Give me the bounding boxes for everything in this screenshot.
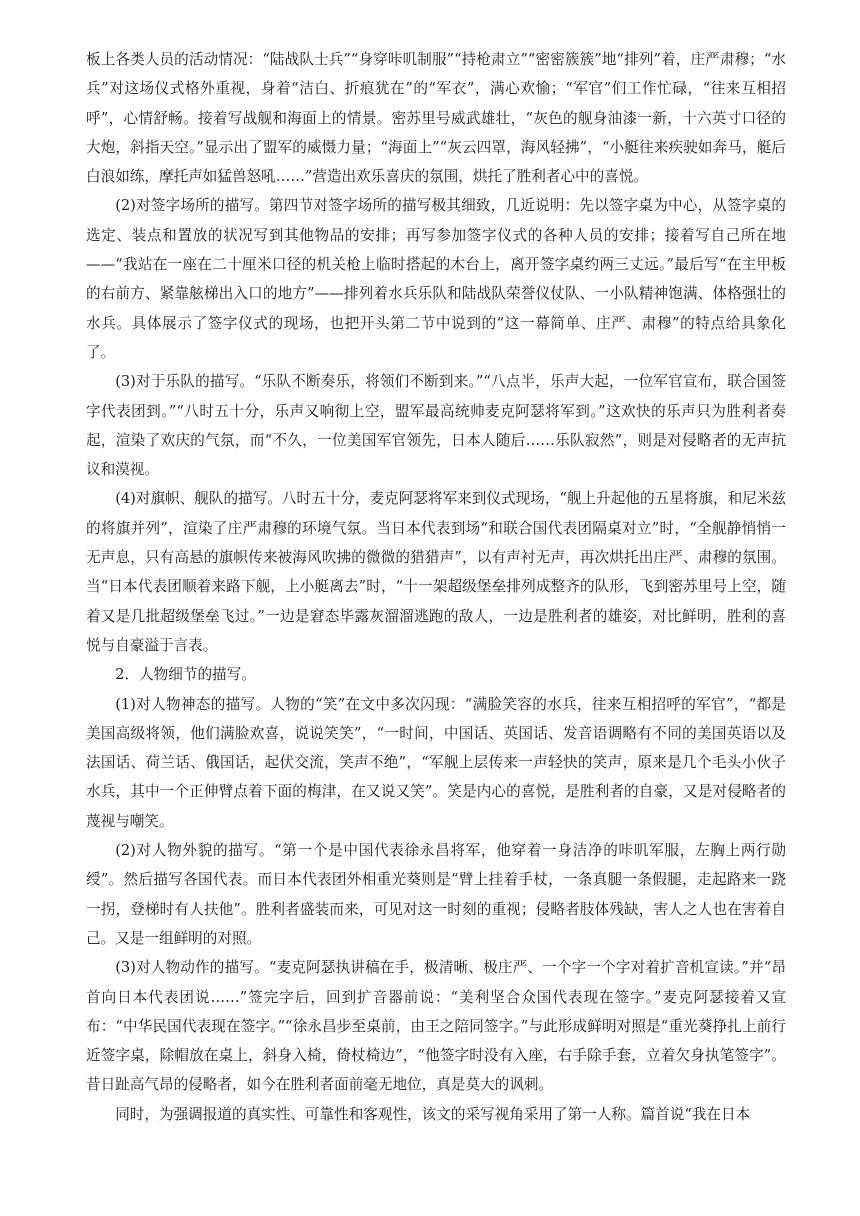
paragraph-first-person: 同时，为强调报道的真实性、可靠性和客观性，该文的采写视角采用了第一人称。篇首说“我在日本 xyxy=(115,1105,751,1123)
paragraph-signing-venue: (2)对签字场所的描写。第四节对签字场所的描写极其细致，几近说明：先以签字桌为中心，从签字桌的选定、装点和置放的状况写到其他物品的安排；再写参加签字仪式的各种人员的安排；接着写自己所在地——“我站在一座在二十厘米口径的机关枪上临时搭起的木台上，离开签字桌约两三丈远。”最后写“在主甲板的右前方、紧靠舷梯出入口的地方”——排列着水兵乐队和陆战队荣誉仪仗队、一小队精神饱满、体格强壮的水兵。具体展示了签字仪式的现场，也把开头第二节中说到的“这一幕简单、庄严、肃穆”的特点给具象化了。 xyxy=(86,197,786,361)
section-heading-character-details: 2．人物细节的描写。 xyxy=(115,666,256,684)
paragraph-expressions: (1)对人物神态的描写。人物的“笑”在文中多次闪现：“满脸笑容的水兵，往来互相招呼的军官”，“都是美国高级将领，他们满脸欢喜，说说笑笑”，“一时间，中国话、英国话、发音语调略有不同的美国英语以及法国话、荷兰话、俄国话，起伏交流，笑声不绝”，“军舰上层传来一声轻快的笑声，原来是几个毛头小伙子水兵，其中一个正伸臂点着下面的梅津，在又说又笑”。笑是内心的喜悦，是胜利者的自豪，又是对侵略者的蔑视与嘲笑。 xyxy=(86,695,786,830)
paragraph-band: (3)对于乐队的描写。“乐队不断奏乐，将领们不断到来。”“八点半，乐声大起，一位军官宣布，联合国签字代表团到。”“八时五十分，乐声又响彻上空，盟军最高统帅麦克阿瑟将军到。”这欢快的乐声只为胜利者奏起，渲染了欢庆的气氛，而“不久，一位美国军官领先，日本人随后……乐队寂然”，则是对侵略者的无声抗议和漠视。 xyxy=(86,373,786,479)
paragraph-appearance: (2)对人物外貌的描写。“第一个是中国代表徐永昌将军，他穿着一身洁净的咔叽军服，左胸上两行勋绶”。然后描写各国代表。而日本代表团外相重光葵则是“臂上挂着手杖，一条真腿一条假腿，走起路来一跷一拐，登梯时有人扶他”。胜利者盛装而来，可见对这一时刻的重视；侵略者肢体残缺，害人之人也在害着自己。又是一组鲜明的对照。 xyxy=(86,842,786,947)
paragraph-actions: (3)对人物动作的描写。“麦克阿瑟执讲稿在手，极清晰、极庄严、一个字一个字对着扩音机宣读。”并“昂首向日本代表团说……”签完字后，回到扩音器前说：“美利坚合众国代表现在签字。”麦克阿瑟接着又宣布：“中华民国代表现在签字。”“徐永昌步至桌前，由王之陪同签字。”与此形成鲜明对照是“重光葵挣扎上前行近签字桌，除帽放在桌上，斜身入椅，倚杖椅边”，“他签字时没有入座，右手除手套，立着欠身执笔签字”。昔日趾高气昂的侵略者，如今在胜利者面前毫无地位，真是莫大的讽刺。 xyxy=(86,959,786,1094)
paragraph-deck-activities: 板上各类人员的活动情况：“陆战队士兵”“身穿咔叽制服”“持枪肃立”“密密簇簇”地“排列”着，庄严肃穆；“水兵”对这场仪式格外重视，身着“洁白、折痕犹在”的“军衣”，满心欢愉；“军官”们工作忙碌，“往来互相招呼”，心情舒畅。接着写战舰和海面上的情景。密苏里号威武雄壮，“灰色的舰身油漆一新，十六英寸口径的大炮，斜指天空。”显示出了盟军的威慑力量；“海面上”“灰云四罩，海风轻拂”，“小艇往来疾驶如奔马，艇后白浪如练，摩托声如猛兽怒吼……”营造出欢乐喜庆的氛围，烘托了胜利者心中的喜悦。 xyxy=(86,51,786,186)
paragraph-flags-fleet: (4)对旗帜、舰队的描写。八时五十分，麦克阿瑟将军来到仪式现场，“舰上升起他的五星将旗，和尼米兹的将旗并列”，渲染了庄严肃穆的环境气氛。当日本代表到场“和联合国代表团隔桌对立”时，“全舰静悄悄一无声息，只有高悬的旗帜传来被海风吹拂的微微的猎猎声”，以有声衬无声，再次烘托出庄严、肃穆的氛围。当“日本代表团顺着来路下舰，上小艇离去”时，“十一架超级堡垒排列成整齐的队形，飞到密苏里号上空，随着又是几批超级堡垒飞过。”一边是窘态毕露灰溜溜逃跑的敌人，一边是胜利者的雄姿，对比鲜明，胜利的喜悦与自豪溢于言表。 xyxy=(86,490,786,654)
document-page xyxy=(86,45,786,1129)
